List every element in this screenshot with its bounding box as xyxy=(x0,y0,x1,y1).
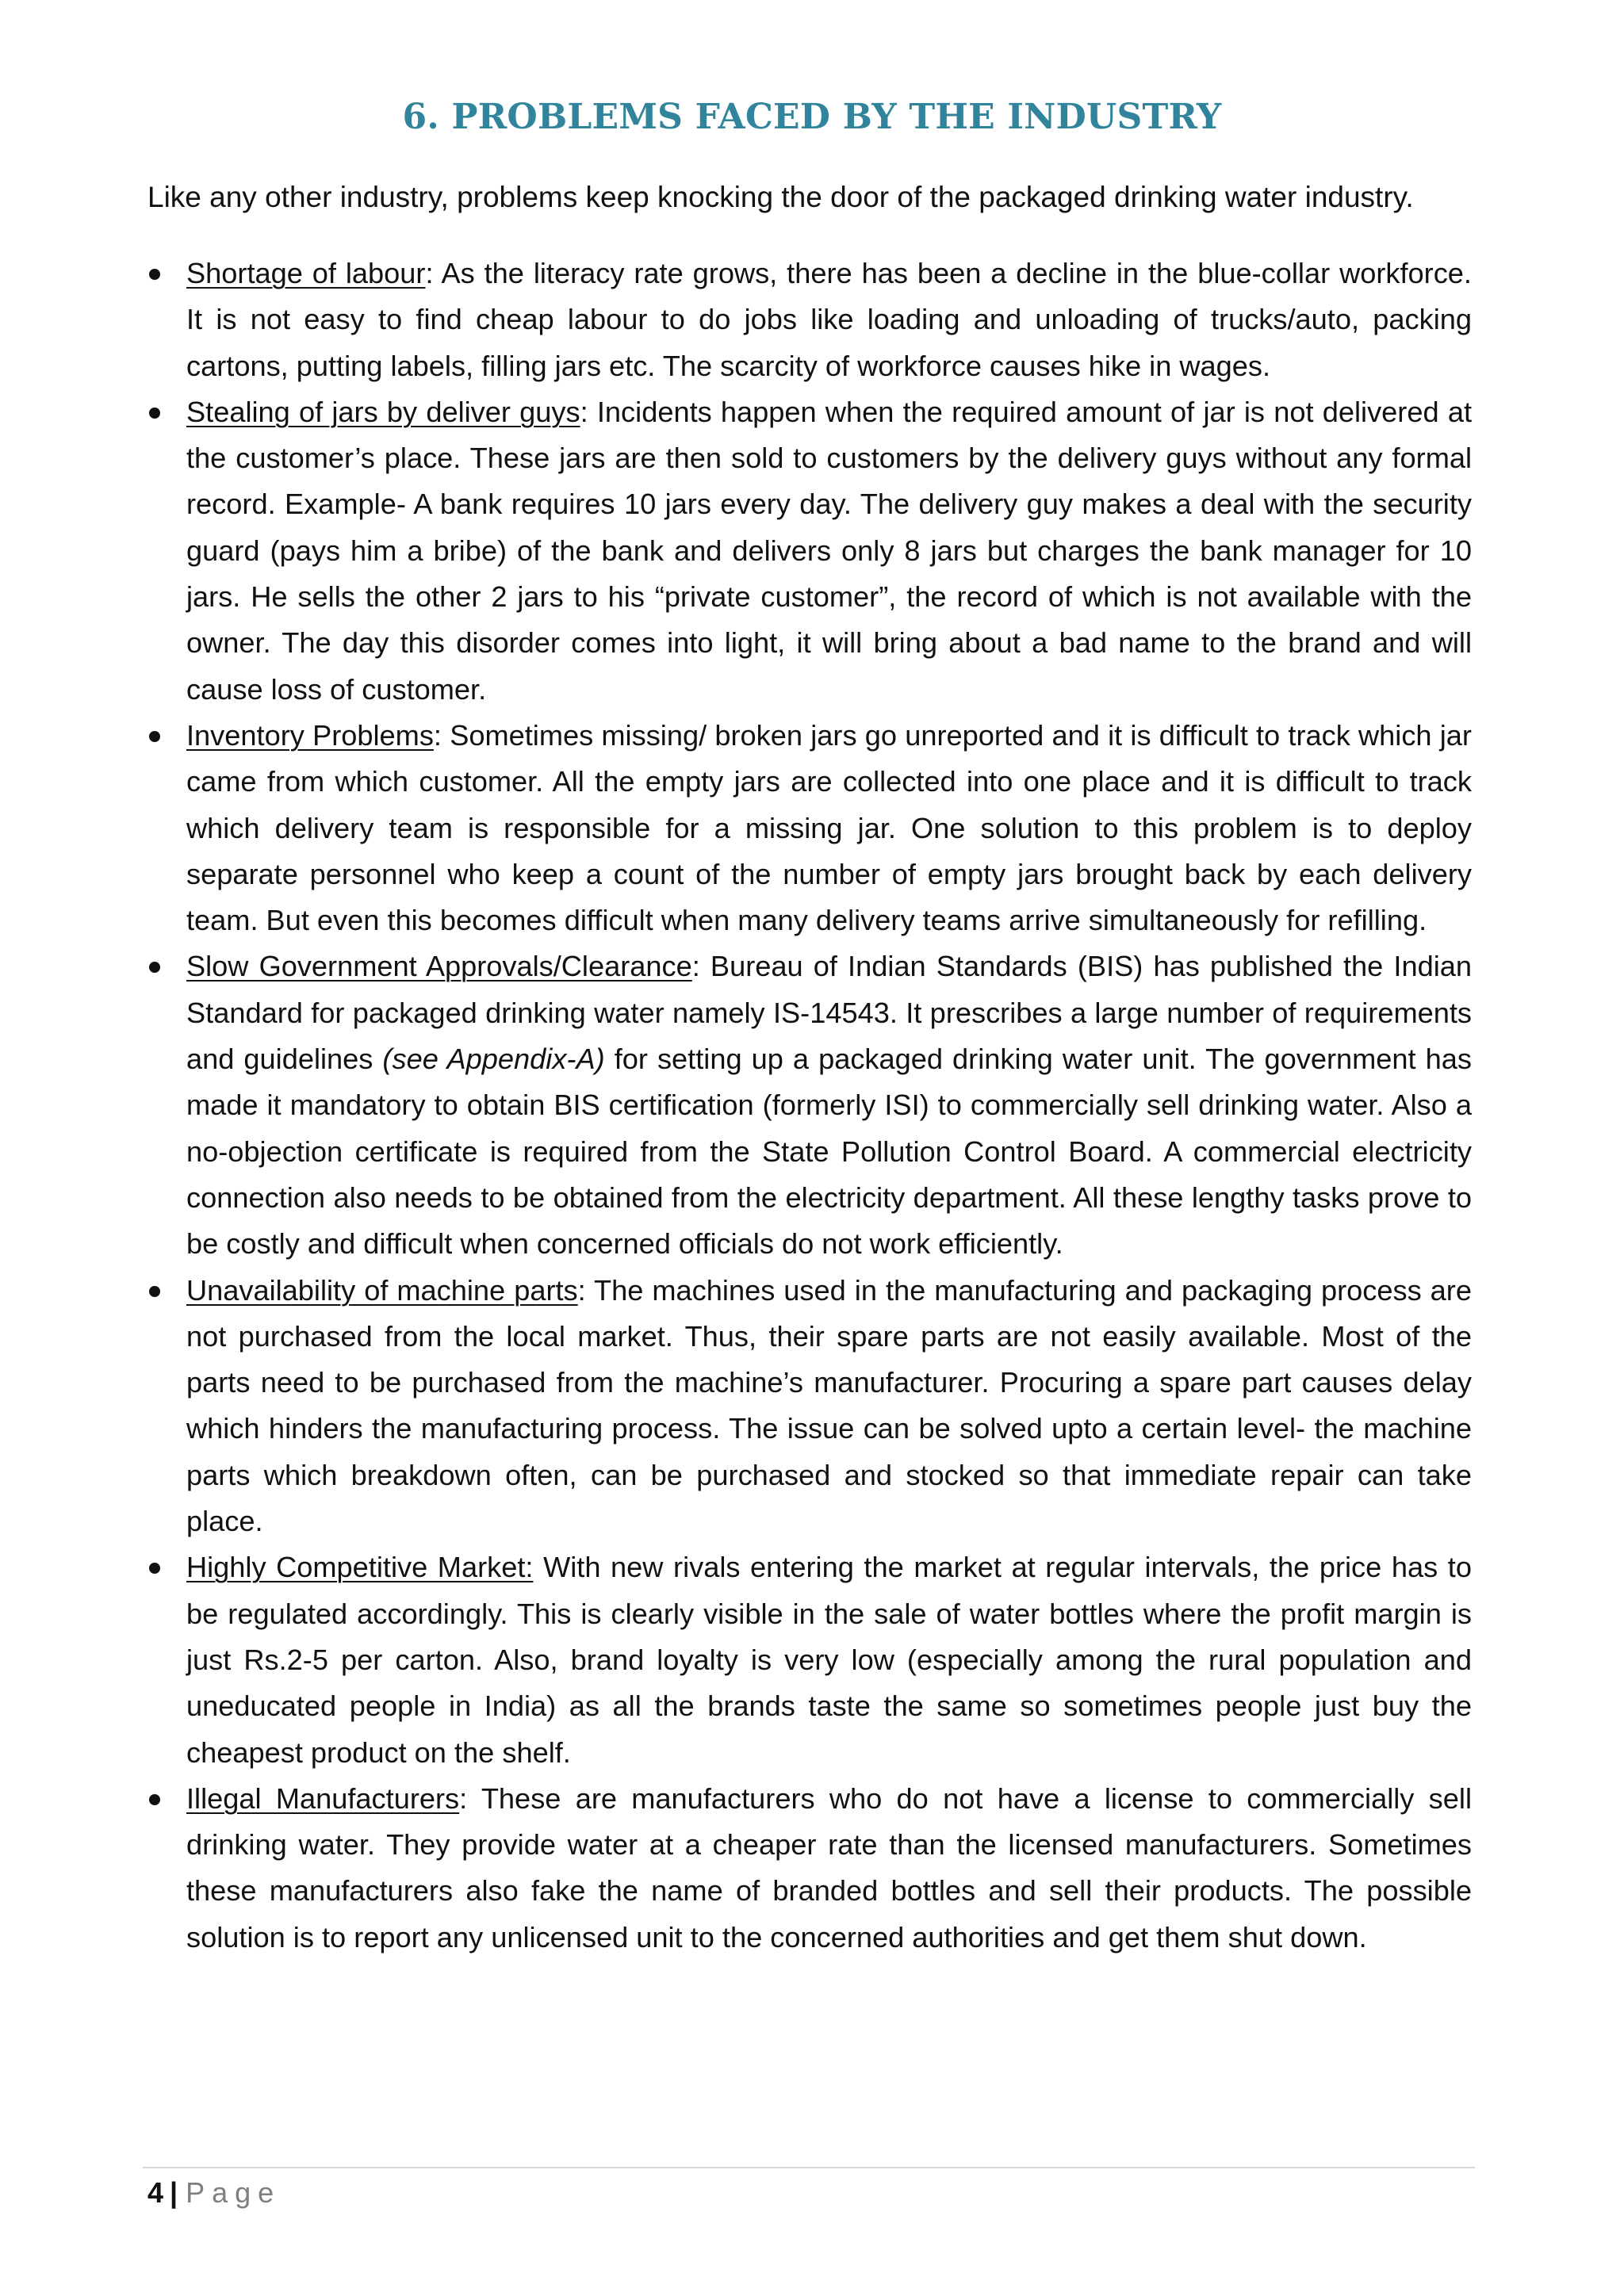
list-item xyxy=(147,713,1472,943)
list-item xyxy=(147,1544,1472,1775)
footer-divider xyxy=(143,2167,1475,2168)
page-title: 6. PROBLEMS FACED BY THE INDUSTRY xyxy=(402,97,1222,137)
bullet-icon xyxy=(149,408,160,419)
problems-list xyxy=(147,251,1472,1961)
list-item xyxy=(147,943,1472,1267)
footer-separator: | xyxy=(170,2176,178,2209)
list-item xyxy=(147,389,1472,713)
problem-term: Shortage of labour xyxy=(186,257,426,289)
list-item xyxy=(147,251,1472,389)
problem-text: : As the literacy rate grows, there has been a decline in the blue-collar workforce. It is not easy to find cheap labour to do jobs like loading and unloading of trucks/auto, packing cartons, putting labels, filling jars etc. The scarcity of workforce causes hike in wages. xyxy=(186,257,1472,382)
problem-text: : Incidents happen when the required amount of jar is not delivered at the customer’s place. These jars are then sold to customers by the delivery guys without any formal record. Example- A bank requires 10 jars every day. The delivery guy makes a deal with the security guard (pays him a bribe) of the bank and delivers only 8 jars but charges the bank manager for 10 jars. He sells the other 2 jars to his “private customer”, the record of which is not available with the owner. The day this disorder comes into light, it will bring about a bad name to the brand and will cause loss of customer. xyxy=(186,395,1473,706)
problem-text: : These are manufacturers who do not have a license to commercially sell drinking water. They provide water at a cheaper rate than the licensed manufacturers. Sometimes these manufacturers also fake the name of branded bottles and sell their products. The possible solution is to report any unlicensed unit to the concerned authorities and get them shut down. xyxy=(186,1781,1472,1954)
problem-term: Illegal Manufacturers xyxy=(186,1781,460,1815)
problem-text: With new rivals entering the market at regular intervals, the price has to be regulated accordingly. This is clearly visible in the sale of water bottles where the profit margin is just Rs.2-5 per carton. Also, brand loyalty is very low (especially among the rural population and uneducated people in India) as all the brands taste the same so sometimes people just buy the cheapest product on the shelf. xyxy=(186,1551,1472,1769)
list-item xyxy=(147,1776,1472,1961)
appendix-reference: (see Appendix-A) xyxy=(382,1043,605,1076)
problem-text: : The machines used in the manufacturing and packaging process are not purchased from the local market. Thus, their spare parts are not easily available. Most of the parts need to be purchased from the machine’s manufacturer. Procuring a spare part causes delay which hinders the manufacturing process. The issue can be solved upto a certain level- the machine parts which breakdown often, can be purchased and stocked so that immediate repair can take place. xyxy=(186,1273,1472,1538)
page-footer xyxy=(147,2171,281,2215)
problem-term: Unavailability of machine parts xyxy=(186,1273,578,1307)
bullet-icon xyxy=(149,962,160,973)
bullet-icon xyxy=(149,1286,160,1297)
problem-term: Inventory Problems xyxy=(186,718,434,752)
bullet-icon xyxy=(149,731,160,742)
problem-term: Slow Government Approvals/Clearance xyxy=(186,950,692,983)
bullet-icon xyxy=(149,269,160,280)
page-number: 4 xyxy=(147,2176,164,2209)
page-label: Page xyxy=(186,2176,282,2209)
problem-text: : Bureau of Indian Standards (BIS) has published the Indian Standard for packaged drinking water namely IS-14543. It prescribes a large number of requirements and guidelines xyxy=(186,950,1473,1076)
problem-term: Stealing of jars by deliver guys xyxy=(186,395,580,428)
bullet-icon xyxy=(149,1794,160,1805)
bullet-icon xyxy=(149,1563,160,1574)
problem-term: Highly Competitive Market: xyxy=(186,1551,534,1584)
list-item xyxy=(147,1268,1472,1545)
problem-text: : Sometimes missing/ broken jars go unreported and it is difficult to track which jar came from which customer. All the empty jars are collected into one place and it is difficult to track which delivery team is responsible for a missing jar. One solution to this problem is to deploy separate personnel who keep a count of the number of empty jars brought back by each delivery team. But even this becomes difficult when many delivery teams arrive simultaneously for refilling. xyxy=(186,718,1472,937)
problem-text: for setting up a packaged drinking water unit. The government has made it mandatory to obtain BIS certification (formerly ISI) to commercially sell drinking water. Also a no-objection certificate is required from the State Pollution Control Board. A commercial electricity connection also needs to be obtained from the electricity department. All these lengthy tasks prove to be costly and difficult when concerned officials do not work efficiently. xyxy=(186,1043,1472,1261)
intro-paragraph: Like any other industry, problems keep knocking the door of the packaged drinking water industry. xyxy=(147,181,1414,213)
